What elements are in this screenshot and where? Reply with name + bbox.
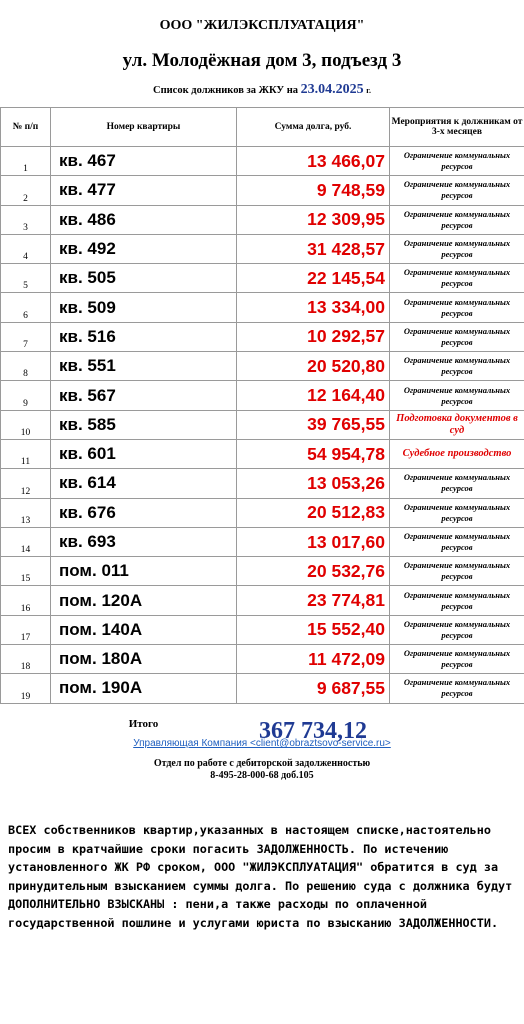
debt-amount: 20 532,76 — [237, 557, 390, 586]
debt-amount: 23 774,81 — [237, 586, 390, 615]
row-number: 3 — [1, 205, 51, 234]
debt-amount: 13 334,00 — [237, 293, 390, 322]
apartment-number: кв. 467 — [51, 147, 237, 176]
debt-amount: 12 164,40 — [237, 381, 390, 410]
debt-amount: 39 765,55 — [237, 410, 390, 439]
apartment-number: кв. 477 — [51, 176, 237, 205]
apartment-number: кв. 551 — [51, 352, 237, 381]
debt-action: Ограничение коммунальных ресурсов — [390, 322, 524, 351]
debt-amount: 22 145,54 — [237, 264, 390, 293]
row-number: 18 — [1, 645, 51, 674]
debt-amount: 13 053,26 — [237, 469, 390, 498]
debt-amount: 12 309,95 — [237, 205, 390, 234]
debt-action: Ограничение коммунальных ресурсов — [390, 615, 524, 644]
row-number: 19 — [1, 674, 51, 703]
debt-amount: 54 954,78 — [237, 439, 390, 468]
row-number: 17 — [1, 615, 51, 644]
apartment-number: кв. 614 — [51, 469, 237, 498]
table-row — [1, 527, 524, 556]
table-row — [1, 410, 524, 439]
debt-action: Ограничение коммунальных ресурсов — [390, 586, 524, 615]
apartment-number: кв. 693 — [51, 527, 237, 556]
apartment-number: кв. 567 — [51, 381, 237, 410]
debt-action: Ограничение коммунальных ресурсов — [390, 352, 524, 381]
row-number: 12 — [1, 469, 51, 498]
list-subtitle — [0, 82, 524, 98]
table-row — [1, 645, 524, 674]
debtors-table — [0, 107, 524, 760]
row-number: 15 — [1, 557, 51, 586]
table-row — [1, 439, 524, 468]
apartment-number: кв. 585 — [51, 410, 237, 439]
apartment-number: пом. 120А — [51, 586, 237, 615]
debt-amount: 15 552,40 — [237, 615, 390, 644]
debt-action: Ограничение коммунальных ресурсов — [390, 234, 524, 263]
year-suffix: г. — [366, 86, 371, 95]
apartment-number: кв. 516 — [51, 322, 237, 351]
row-number: 14 — [1, 527, 51, 556]
col-header-actions: Мероприятия к должникам от 3-х месяцев — [390, 108, 524, 147]
debt-action: Ограничение коммунальных ресурсов — [390, 527, 524, 556]
debt-action: Ограничение коммунальных ресурсов — [390, 469, 524, 498]
debt-action: Ограничение коммунальных ресурсов — [390, 147, 524, 176]
debt-action: Ограничение коммунальных ресурсов — [390, 498, 524, 527]
building-address: ул. Молодёжная дом 3, подъезд 3 — [122, 50, 402, 71]
table-row — [1, 674, 524, 703]
table-row — [1, 381, 524, 410]
row-number: 5 — [1, 264, 51, 293]
debt-notice: ВСЕХ собственников квартир,указанных в настоящем списке,настоятельно просим в кратчайшие сроки погасить ЗАДОЛЖЕННОСТЬ. По истечению установленного ЖК РФ сроком, ООО "ЖИЛЭКСПЛУАТАЦИЯ" обратится в суд за принудительным взысканием суммы долга. По решению суда с должника будут ДОПОЛНИТЕЛЬНО ВЗЫСКАНЫ : пени,а также расходы по оплаченной государственной пошлине и услугами юриста по взысканию ЗАДОЛЖЕННОСТИ. — [8, 823, 513, 930]
debt-action: Подготовка документов в суд — [390, 410, 524, 439]
debt-action: Ограничение коммунальных ресурсов — [390, 645, 524, 674]
apartment-number: кв. 676 — [51, 498, 237, 527]
debt-amount: 13 017,60 — [237, 527, 390, 556]
table-row — [1, 322, 524, 351]
row-number: 2 — [1, 176, 51, 205]
apartment-number: кв. 486 — [51, 205, 237, 234]
row-number: 9 — [1, 381, 51, 410]
total-label: Итого — [128, 717, 159, 730]
row-number: 8 — [1, 352, 51, 381]
apartment-number: кв. 601 — [51, 439, 237, 468]
table-row — [1, 205, 524, 234]
dept-phone: 8-495-28-000-68 доб.105 — [210, 770, 314, 781]
col-header-apartment: Номер квартиры — [51, 108, 237, 147]
debt-action: Ограничение коммунальных ресурсов — [390, 205, 524, 234]
dept-name: Отдел по работе с дебиторской задолженностью — [153, 758, 371, 769]
row-number: 10 — [1, 410, 51, 439]
row-number: 16 — [1, 586, 51, 615]
table-header-row — [1, 108, 524, 147]
table-row — [1, 498, 524, 527]
table-row — [1, 264, 524, 293]
debt-department — [0, 758, 524, 782]
apartment-number: пом. 180А — [51, 645, 237, 674]
table-row — [1, 586, 524, 615]
table-row — [1, 293, 524, 322]
col-header-number: № п/п — [1, 108, 51, 147]
debt-action: Ограничение коммунальных ресурсов — [390, 674, 524, 703]
debt-amount: 20 512,83 — [237, 498, 390, 527]
org-name: ООО "ЖИЛЭКСПЛУАТАЦИЯ" — [159, 18, 365, 33]
debt-amount: 10 292,57 — [237, 322, 390, 351]
col-header-amount: Сумма долга, руб. — [237, 108, 390, 147]
row-number: 13 — [1, 498, 51, 527]
debt-action: Судебное производство — [390, 439, 524, 468]
debt-amount: 9 687,55 — [237, 674, 390, 703]
table-row — [1, 147, 524, 176]
debt-action: Ограничение коммунальных ресурсов — [390, 557, 524, 586]
table-row — [1, 615, 524, 644]
apartment-number: кв. 505 — [51, 264, 237, 293]
table-row — [1, 176, 524, 205]
debt-action: Ограничение коммунальных ресурсов — [390, 381, 524, 410]
table-row — [1, 469, 524, 498]
debt-amount: 11 472,09 — [237, 645, 390, 674]
list-date: 23.04.2025 — [300, 82, 364, 97]
debt-action: Ограничение коммунальных ресурсов — [390, 293, 524, 322]
company-email-link[interactable]: Управляющая Компания <client@obraztsovo-service.ru> — [133, 738, 391, 749]
table-row — [1, 557, 524, 586]
table-row — [1, 234, 524, 263]
apartment-number: кв. 492 — [51, 234, 237, 263]
row-number: 11 — [1, 439, 51, 468]
apartment-number: пом. 190А — [51, 674, 237, 703]
table-row — [1, 352, 524, 381]
debt-action: Ограничение коммунальных ресурсов — [390, 176, 524, 205]
list-title: Список должников за ЖКУ на — [153, 85, 299, 96]
apartment-number: пом. 140А — [51, 615, 237, 644]
apartment-number: кв. 509 — [51, 293, 237, 322]
row-number: 1 — [1, 147, 51, 176]
apartment-number: пом. 011 — [51, 557, 237, 586]
debt-amount: 9 748,59 — [237, 176, 390, 205]
debt-amount: 20 520,80 — [237, 352, 390, 381]
total-row — [1, 703, 524, 760]
row-number: 7 — [1, 322, 51, 351]
debt-amount: 13 466,07 — [237, 147, 390, 176]
row-number: 6 — [1, 293, 51, 322]
total-amount: 367 734,12 — [259, 718, 367, 745]
row-number: 4 — [1, 234, 51, 263]
debt-amount: 31 428,57 — [237, 234, 390, 263]
debt-action: Ограничение коммунальных ресурсов — [390, 264, 524, 293]
